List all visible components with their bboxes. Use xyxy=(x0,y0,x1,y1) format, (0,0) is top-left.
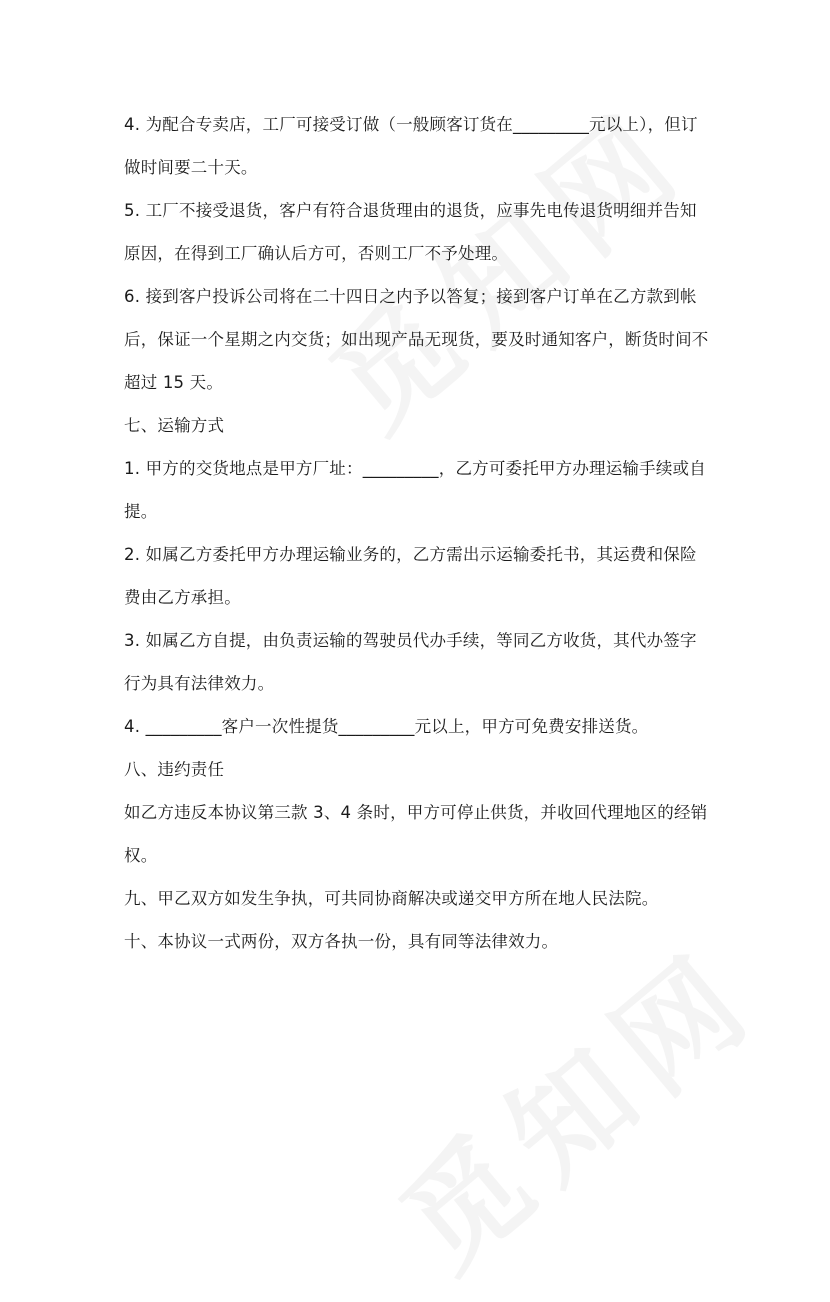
watermark xyxy=(360,904,788,1302)
clause-4-custom-orders: 4. 为配合专卖店，工厂可接受订做（一般顾客订货在_________元以上），但订做时间要二十天。 xyxy=(124,115,698,177)
transport-clause-1: 1. 甲方的交货地点是甲方厂址：_________，乙方可委托甲方办理运输手续或自提。 xyxy=(124,459,706,521)
breach-clause: 如乙方违反本协议第三款 3、4 条时，甲方可停止供货，并收回代理地区的经销权。 xyxy=(124,803,708,865)
section-ten-copies: 十、本协议一式两份，双方各执一份，具有同等法律效力。 xyxy=(124,932,559,951)
document-body xyxy=(124,103,710,963)
section-heading-breach: 八、违约责任 xyxy=(124,760,225,779)
transport-clause-4: 4. _________客户一次性提货_________元以上，甲方可免费安排送货。 xyxy=(124,717,649,736)
clause-6-complaints-delivery: 6. 接到客户投诉公司将在二十四日之内予以答复；接到客户订单在乙方款到帐后，保证一个星期之内交货；如出现产品无现货，要及时通知客户，断货时间不超过 15 天。 xyxy=(124,287,709,392)
transport-clause-3: 3. 如属乙方自提，由负责运输的驾驶员代办手续，等同乙方收货，其代办签字行为具有法律效力。 xyxy=(124,631,697,693)
section-heading-transport: 七、运输方式 xyxy=(124,416,225,435)
clause-5-returns: 5. 工厂不接受退货，客户有符合退货理由的退货，应事先电传退货明细并告知原因，在得到工厂确认后方可，否则工厂不予处理。 xyxy=(124,201,697,263)
transport-clause-2: 2. 如属乙方委托甲方办理运输业务的，乙方需出示运输委托书，其运费和保险费由乙方承担。 xyxy=(124,545,697,607)
section-nine-disputes: 九、甲乙双方如发生争执，可共同协商解决或递交甲方所在地人民法院。 xyxy=(124,889,659,908)
